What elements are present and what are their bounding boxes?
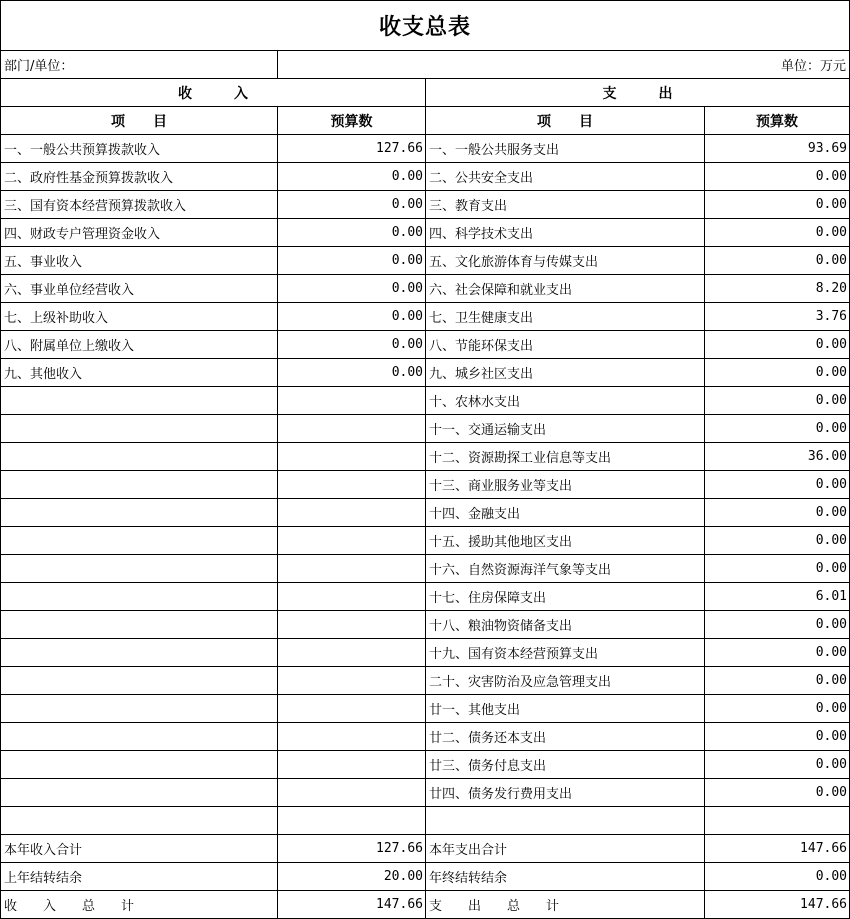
expense-item-cell: 十三、商业服务业等支出: [426, 471, 705, 499]
expense-budget-header: 预算数: [705, 107, 850, 135]
expense-value-cell: 0.00: [705, 359, 850, 387]
table-row: [1, 303, 850, 331]
table-row: [1, 835, 850, 863]
expense-item-cell: 十五、援助其他地区支出: [426, 527, 705, 555]
income-item-cell: 二、政府性基金预算拨款收入: [1, 163, 278, 191]
table-row: [1, 359, 850, 387]
income-value-cell: 127.66: [278, 135, 426, 163]
income-value-cell: [278, 527, 426, 555]
expense-value-cell: 0.00: [705, 779, 850, 807]
expense-item-header: 项 目: [426, 107, 705, 135]
table-row: [1, 555, 850, 583]
income-value-cell: 0.00: [278, 331, 426, 359]
income-value-cell: 147.66: [278, 891, 426, 919]
expense-section-header: 支 出: [426, 79, 850, 107]
table-row: [1, 611, 850, 639]
income-value-cell: [278, 611, 426, 639]
expense-item-cell: 四、科学技术支出: [426, 219, 705, 247]
expense-value-cell: 0.00: [705, 163, 850, 191]
income-item-cell: 三、国有资本经营预算拨款收入: [1, 191, 278, 219]
income-value-cell: 0.00: [278, 303, 426, 331]
income-value-cell: [278, 807, 426, 835]
income-section-header: 收 入: [1, 79, 426, 107]
income-item-cell: 五、事业收入: [1, 247, 278, 275]
income-value-cell: [278, 555, 426, 583]
table-row: [1, 275, 850, 303]
income-item-cell: [1, 667, 278, 695]
table-row: [1, 667, 850, 695]
expense-item-cell: [426, 807, 705, 835]
table-row: [1, 387, 850, 415]
expense-value-cell: 8.20: [705, 275, 850, 303]
expense-value-cell: 0.00: [705, 415, 850, 443]
income-item-cell: 四、财政专户管理资金收入: [1, 219, 278, 247]
expense-item-cell: 一、一般公共服务支出: [426, 135, 705, 163]
income-item-cell: [1, 443, 278, 471]
expense-value-cell: 0.00: [705, 247, 850, 275]
income-value-cell: 0.00: [278, 191, 426, 219]
table-row: [1, 331, 850, 359]
income-item-cell: [1, 583, 278, 611]
expense-value-cell: 0.00: [705, 471, 850, 499]
income-item-header: 项 目: [1, 107, 278, 135]
expense-item-cell: 二十、灾害防治及应急管理支出: [426, 667, 705, 695]
income-value-cell: 0.00: [278, 163, 426, 191]
expense-value-cell: 0.00: [705, 555, 850, 583]
income-value-cell: [278, 695, 426, 723]
expense-value-cell: 0.00: [705, 527, 850, 555]
income-value-cell: [278, 723, 426, 751]
income-item-cell: 七、上级补助收入: [1, 303, 278, 331]
table-row: [1, 807, 850, 835]
expense-value-cell: 0.00: [705, 499, 850, 527]
table-row: [1, 471, 850, 499]
income-item-cell: [1, 751, 278, 779]
income-value-cell: [278, 751, 426, 779]
expense-item-cell: 十一、交通运输支出: [426, 415, 705, 443]
income-item-cell: 一、一般公共预算拨款收入: [1, 135, 278, 163]
expense-item-cell: 五、文化旅游体育与传媒支出: [426, 247, 705, 275]
expense-item-cell: 廿二、债务还本支出: [426, 723, 705, 751]
income-value-cell: [278, 667, 426, 695]
income-item-cell: 本年收入合计: [1, 835, 278, 863]
expense-value-cell: 36.00: [705, 443, 850, 471]
expense-item-cell: 十四、金融支出: [426, 499, 705, 527]
expense-value-cell: 0.00: [705, 611, 850, 639]
income-value-cell: [278, 471, 426, 499]
income-value-cell: 127.66: [278, 835, 426, 863]
income-value-cell: [278, 415, 426, 443]
table-row: [1, 751, 850, 779]
expense-value-cell: 0.00: [705, 639, 850, 667]
unit-label: 单位：万元: [278, 51, 850, 79]
income-item-cell: 上年结转结余: [1, 863, 278, 891]
income-item-cell: [1, 807, 278, 835]
income-item-cell: [1, 387, 278, 415]
income-item-cell: [1, 695, 278, 723]
income-value-cell: 20.00: [278, 863, 426, 891]
page-title: 收支总表: [1, 1, 850, 51]
table-row: [1, 863, 850, 891]
expense-value-cell: 147.66: [705, 835, 850, 863]
expense-value-cell: 0.00: [705, 387, 850, 415]
expense-value-cell: 0.00: [705, 667, 850, 695]
expense-item-cell: 廿一、其他支出: [426, 695, 705, 723]
expense-item-cell: 六、社会保障和就业支出: [426, 275, 705, 303]
income-item-cell: [1, 779, 278, 807]
expense-item-cell: 十九、国有资本经营预算支出: [426, 639, 705, 667]
expense-value-cell: 147.66: [705, 891, 850, 919]
table-row: [1, 499, 850, 527]
expense-item-cell: 十八、粮油物资储备支出: [426, 611, 705, 639]
table-row: [1, 247, 850, 275]
expense-value-cell: 6.01: [705, 583, 850, 611]
income-item-cell: 九、其他收入: [1, 359, 278, 387]
income-value-cell: [278, 639, 426, 667]
income-value-cell: 0.00: [278, 359, 426, 387]
expense-item-cell: 八、节能环保支出: [426, 331, 705, 359]
expense-value-cell: 0.00: [705, 695, 850, 723]
income-item-cell: [1, 555, 278, 583]
income-value-cell: [278, 779, 426, 807]
income-value-cell: 0.00: [278, 247, 426, 275]
expense-value-cell: 0.00: [705, 331, 850, 359]
income-item-cell: [1, 611, 278, 639]
dept-label: 部门/单位：: [1, 51, 278, 79]
expense-item-cell: 本年支出合计: [426, 835, 705, 863]
income-value-cell: 0.00: [278, 219, 426, 247]
table-row: [1, 163, 850, 191]
table-row: [1, 639, 850, 667]
income-value-cell: [278, 583, 426, 611]
table-row: [1, 779, 850, 807]
income-item-cell: [1, 639, 278, 667]
expense-item-cell: 廿三、债务付息支出: [426, 751, 705, 779]
table-row: [1, 415, 850, 443]
expense-value-cell: 0.00: [705, 723, 850, 751]
income-value-cell: [278, 443, 426, 471]
expense-item-cell: 三、教育支出: [426, 191, 705, 219]
expense-value-cell: 3.76: [705, 303, 850, 331]
table-row: [1, 219, 850, 247]
income-value-cell: [278, 387, 426, 415]
table-row: [1, 891, 850, 919]
expense-item-cell: 七、卫生健康支出: [426, 303, 705, 331]
expense-value-cell: 0.00: [705, 219, 850, 247]
table-row: [1, 583, 850, 611]
expense-value-cell: [705, 807, 850, 835]
income-budget-header: 预算数: [278, 107, 426, 135]
income-item-cell: [1, 415, 278, 443]
expense-item-cell: 十六、自然资源海洋气象等支出: [426, 555, 705, 583]
expense-value-cell: 0.00: [705, 751, 850, 779]
expense-item-cell: 支 出 总 计: [426, 891, 705, 919]
income-item-cell: [1, 471, 278, 499]
table-row: [1, 695, 850, 723]
income-item-cell: [1, 723, 278, 751]
expense-value-cell: 0.00: [705, 191, 850, 219]
income-item-cell: 收 入 总 计: [1, 891, 278, 919]
expense-item-cell: 九、城乡社区支出: [426, 359, 705, 387]
table-row: [1, 443, 850, 471]
expense-item-cell: 十二、资源勘探工业信息等支出: [426, 443, 705, 471]
income-item-cell: 八、附属单位上缴收入: [1, 331, 278, 359]
table-row: [1, 527, 850, 555]
expense-value-cell: 93.69: [705, 135, 850, 163]
table-row: [1, 723, 850, 751]
expense-item-cell: 廿四、债务发行费用支出: [426, 779, 705, 807]
table-row: [1, 191, 850, 219]
expense-item-cell: 年终结转结余: [426, 863, 705, 891]
income-item-cell: [1, 499, 278, 527]
expense-item-cell: 二、公共安全支出: [426, 163, 705, 191]
expense-item-cell: 十七、住房保障支出: [426, 583, 705, 611]
income-value-cell: 0.00: [278, 275, 426, 303]
income-item-cell: 六、事业单位经营收入: [1, 275, 278, 303]
income-value-cell: [278, 499, 426, 527]
expense-item-cell: 十、农林水支出: [426, 387, 705, 415]
expense-value-cell: 0.00: [705, 863, 850, 891]
table-row: [1, 135, 850, 163]
income-item-cell: [1, 527, 278, 555]
